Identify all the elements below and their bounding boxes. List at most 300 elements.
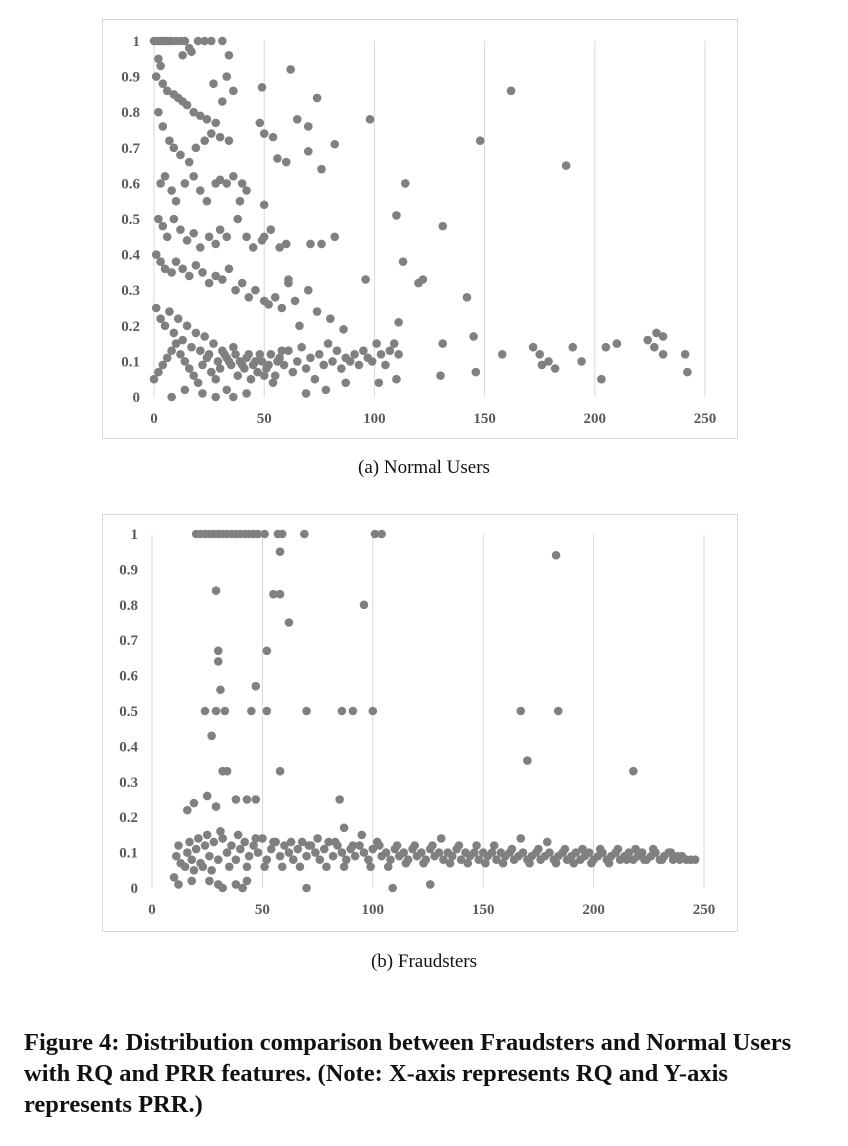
data-point [285,618,294,627]
x-tick-label: 250 [692,902,716,918]
data-point [659,332,668,341]
data-point [507,87,516,96]
y-tick-label: 0.3 [119,774,138,791]
data-point [330,140,339,149]
data-point [394,318,403,327]
data-point [328,357,337,366]
data-point [271,293,280,302]
data-point [190,799,199,808]
data-point [159,122,168,131]
data-point [183,848,192,857]
data-point [273,357,282,366]
data-point [267,225,276,234]
data-point [392,375,401,384]
data-point [346,357,355,366]
data-point [187,877,196,886]
data-point [622,855,631,864]
data-point [225,357,234,366]
data-point [282,158,291,167]
data-point [218,97,227,106]
data-point [293,845,302,854]
data-point [174,314,183,323]
data-point [214,855,223,864]
data-point [209,339,218,348]
data-point [183,322,192,331]
data-point [192,144,201,153]
data-point [278,304,287,313]
data-point [577,357,586,366]
data-point [282,240,291,249]
data-point [172,257,181,266]
data-point [335,795,344,804]
data-point [366,115,375,124]
data-point [267,350,276,359]
data-point [529,343,538,352]
y-tick-label: 0.8 [119,597,138,614]
data-point [300,530,309,539]
data-point [293,357,302,366]
data-point [178,265,187,274]
y-tick-label: 0 [130,881,138,897]
data-point [260,200,269,209]
data-point [247,707,256,716]
data-point [154,215,163,224]
data-point [198,268,207,277]
data-point [436,371,445,380]
data-point [232,795,241,804]
data-point [260,371,269,380]
data-point [392,211,401,220]
data-point [490,841,499,850]
data-point [211,240,220,249]
data-point [156,314,165,323]
data-point [192,845,201,854]
data-point [349,841,358,850]
data-point [223,767,232,776]
data-point [174,841,183,850]
x-tick-label: 0 [150,411,158,427]
data-point [471,368,480,377]
data-point [525,859,534,868]
data-point [382,848,391,857]
data-point [229,393,238,402]
data-point [176,225,185,234]
data-point [181,179,190,188]
data-point [596,845,605,854]
data-point [384,862,393,871]
data-point [519,848,528,857]
data-point [375,378,384,387]
data-point [176,350,185,359]
data-point [243,862,252,871]
figure-caption: Figure 4: Distribution comparison between Fraudsters and Normal Users with RQ and PRR features. (Note: X-axis represents RQ and Y-axis represents PRR.) [24,1029,792,1118]
data-point [170,215,179,224]
data-point [183,806,192,815]
data-point [222,179,231,188]
data-point [455,841,464,850]
data-point [234,831,243,840]
data-point [243,877,252,886]
x-tick-label: 150 [471,902,495,918]
data-point [523,756,532,765]
data-point [174,880,183,889]
data-point [629,767,638,776]
data-point [340,824,349,833]
data-point [605,859,614,868]
data-point [311,848,320,857]
data-point [297,343,306,352]
data-point [316,855,325,864]
data-point [276,852,285,861]
data-point [251,834,260,843]
data-point [251,286,260,295]
data-point [167,268,176,277]
data-point [242,186,251,195]
data-point [201,707,210,716]
data-point [187,343,196,352]
scatter-plot-normal-users [103,20,739,440]
data-point [417,848,426,857]
data-point [165,136,174,145]
data-point [187,47,196,56]
data-point [152,250,161,259]
data-point [463,859,472,868]
data-point [368,357,377,366]
data-point [207,368,216,377]
data-point [419,859,428,868]
data-point [381,361,390,370]
data-point [578,845,587,854]
data-point [233,371,242,380]
data-point [214,657,223,666]
data-point [360,601,369,610]
data-point [304,122,313,131]
y-tick-label: 0.7 [119,633,138,650]
data-point [499,859,508,868]
data-point [159,222,168,231]
data-point [236,845,245,854]
data-point [225,862,234,871]
data-point [554,707,563,716]
data-point [304,841,313,850]
data-point [216,225,225,234]
data-point [388,884,397,893]
data-point [170,329,179,338]
data-point [516,834,525,843]
data-point [205,233,214,242]
data-point [247,375,256,384]
data-point [284,279,293,288]
data-point [222,72,231,81]
data-point [402,859,411,868]
data-point [167,393,176,402]
data-point [152,72,161,81]
data-point [185,364,194,373]
data-point [218,275,227,284]
data-point [238,884,247,893]
data-point [394,350,403,359]
data-point [205,279,214,288]
x-tick-label: 250 [693,411,717,427]
x-tick-label: 100 [361,902,385,918]
data-point [544,357,553,366]
data-point [185,158,194,167]
data-point [269,378,278,387]
data-point [614,845,623,854]
data-point [333,346,342,355]
data-point [372,339,381,348]
data-point [659,350,668,359]
data-point [285,848,294,857]
data-point [631,845,640,854]
data-point [319,361,328,370]
data-point [163,233,172,242]
data-point [438,222,447,231]
data-point [176,151,185,160]
subcaption-normal-users: (a) Normal Users [358,457,490,478]
data-point [287,838,296,847]
data-point [251,795,260,804]
data-point [194,834,203,843]
data-point [667,848,676,857]
data-point [568,343,577,352]
data-point [472,841,481,850]
data-point [640,855,649,864]
x-tick-label: 200 [583,411,607,427]
data-point [196,243,205,252]
data-point [207,37,216,46]
data-point [251,682,260,691]
data-point [311,375,320,384]
scatter-plot-fraudsters [103,515,739,933]
data-point [508,845,517,854]
data-point [276,767,285,776]
data-point [269,133,278,142]
x-tick-label: 50 [254,902,270,918]
data-point [232,855,241,864]
data-point [322,386,331,395]
data-point [205,877,214,886]
data-point [399,257,408,266]
data-point [289,368,298,377]
data-point [229,343,238,352]
y-tick-label: 0.1 [119,845,138,862]
data-point [231,286,240,295]
data-point [225,51,234,60]
data-point [469,332,478,341]
data-point [222,233,231,242]
data-point [386,346,395,355]
data-point [338,848,347,857]
data-point [192,329,201,338]
data-point [163,354,172,363]
data-point [340,862,349,871]
data-point [156,179,165,188]
data-point [211,119,220,128]
chart-fraudsters [102,514,738,932]
data-point [350,350,359,359]
data-point [293,115,302,124]
data-point [597,375,606,384]
data-point [339,325,348,334]
data-point [203,831,212,840]
x-tick-label: 200 [582,902,605,918]
data-point [273,154,282,163]
data-point [185,272,194,281]
data-point [203,354,212,363]
data-point [251,357,260,366]
data-point [178,51,187,60]
data-point [210,838,219,847]
data-point [216,685,225,694]
chart-normal-users [102,19,738,439]
data-point [338,707,347,716]
data-point [286,65,295,74]
data-point [260,233,269,242]
data-point [200,332,209,341]
data-point [172,339,181,348]
data-point [258,83,267,92]
data-point [181,862,190,871]
data-point [498,350,507,359]
data-point [691,855,700,864]
data-point [203,115,212,124]
data-point [181,357,190,366]
data-point [255,119,264,128]
data-point [260,129,269,138]
x-tick-label: 0 [148,902,156,918]
data-point [254,848,263,857]
data-point [170,144,179,153]
data-point [159,79,168,88]
y-tick-label: 0.4 [119,739,138,756]
data-point [240,838,249,847]
data-point [315,350,324,359]
y-tick-label: 0.6 [121,176,140,193]
data-point [375,841,384,850]
data-point [242,389,251,398]
data-point [209,79,218,88]
data-point [203,197,212,206]
y-tick-label: 1 [132,34,140,50]
data-point [291,297,300,306]
data-point [320,845,329,854]
data-point [194,378,203,387]
data-point [313,94,322,103]
y-tick-label: 0.3 [121,283,140,300]
data-point [613,339,622,348]
data-point [278,346,287,355]
data-point [326,314,335,323]
data-point [463,293,472,302]
data-point [650,343,659,352]
y-tick-label: 0.8 [121,105,140,122]
data-point [242,233,251,242]
data-point [220,350,229,359]
y-tick-label: 0.4 [121,247,140,264]
data-point [377,350,386,359]
data-point [167,346,176,355]
data-point [543,838,552,847]
data-point [302,707,311,716]
data-point [203,792,212,801]
data-point [185,838,194,847]
data-point [278,862,287,871]
data-point [165,307,174,316]
data-point [437,834,446,843]
data-point [229,172,238,181]
data-point [244,293,253,302]
data-point [264,300,273,309]
data-point [289,855,298,864]
data-point [476,136,485,145]
data-point [192,261,201,270]
data-point [238,279,247,288]
data-point [401,179,410,188]
data-point [223,848,232,857]
data-point [167,186,176,195]
y-tick-label: 0.2 [119,810,138,827]
data-point [545,848,554,857]
data-point [357,831,366,840]
data-point [302,852,311,861]
data-point [302,389,311,398]
data-point [349,707,358,716]
data-point [330,233,339,242]
y-tick-label: 0.6 [119,668,138,685]
data-point [534,845,543,854]
data-point [302,884,311,893]
data-point [161,322,170,331]
data-point [681,350,690,359]
data-point [154,108,163,117]
y-tick-label: 0.5 [119,704,138,720]
data-point [249,243,258,252]
data-point [233,215,242,224]
data-point [569,859,578,868]
data-point [243,795,252,804]
data-point [212,707,221,716]
data-point [236,197,245,206]
data-point [360,848,369,857]
data-point [198,389,207,398]
data-point [313,307,322,316]
data-point [351,852,360,861]
data-point [212,586,221,595]
y-tick-label: 0.9 [121,69,140,86]
data-point [242,354,251,363]
data-point [260,862,269,871]
data-point [201,841,210,850]
data-point [152,304,161,313]
x-tick-label: 100 [363,411,386,427]
y-tick-label: 0.7 [121,140,140,157]
data-point [419,275,428,284]
data-point [602,343,611,352]
data-point [190,866,199,875]
data-point [331,838,340,847]
data-point [183,236,192,245]
data-point [302,364,311,373]
data-point [172,852,181,861]
data-point [225,265,234,274]
data-point [587,859,596,868]
data-point [238,361,247,370]
data-point [269,838,278,847]
data-point [324,339,333,348]
data-point [221,707,230,716]
data-point [516,707,525,716]
